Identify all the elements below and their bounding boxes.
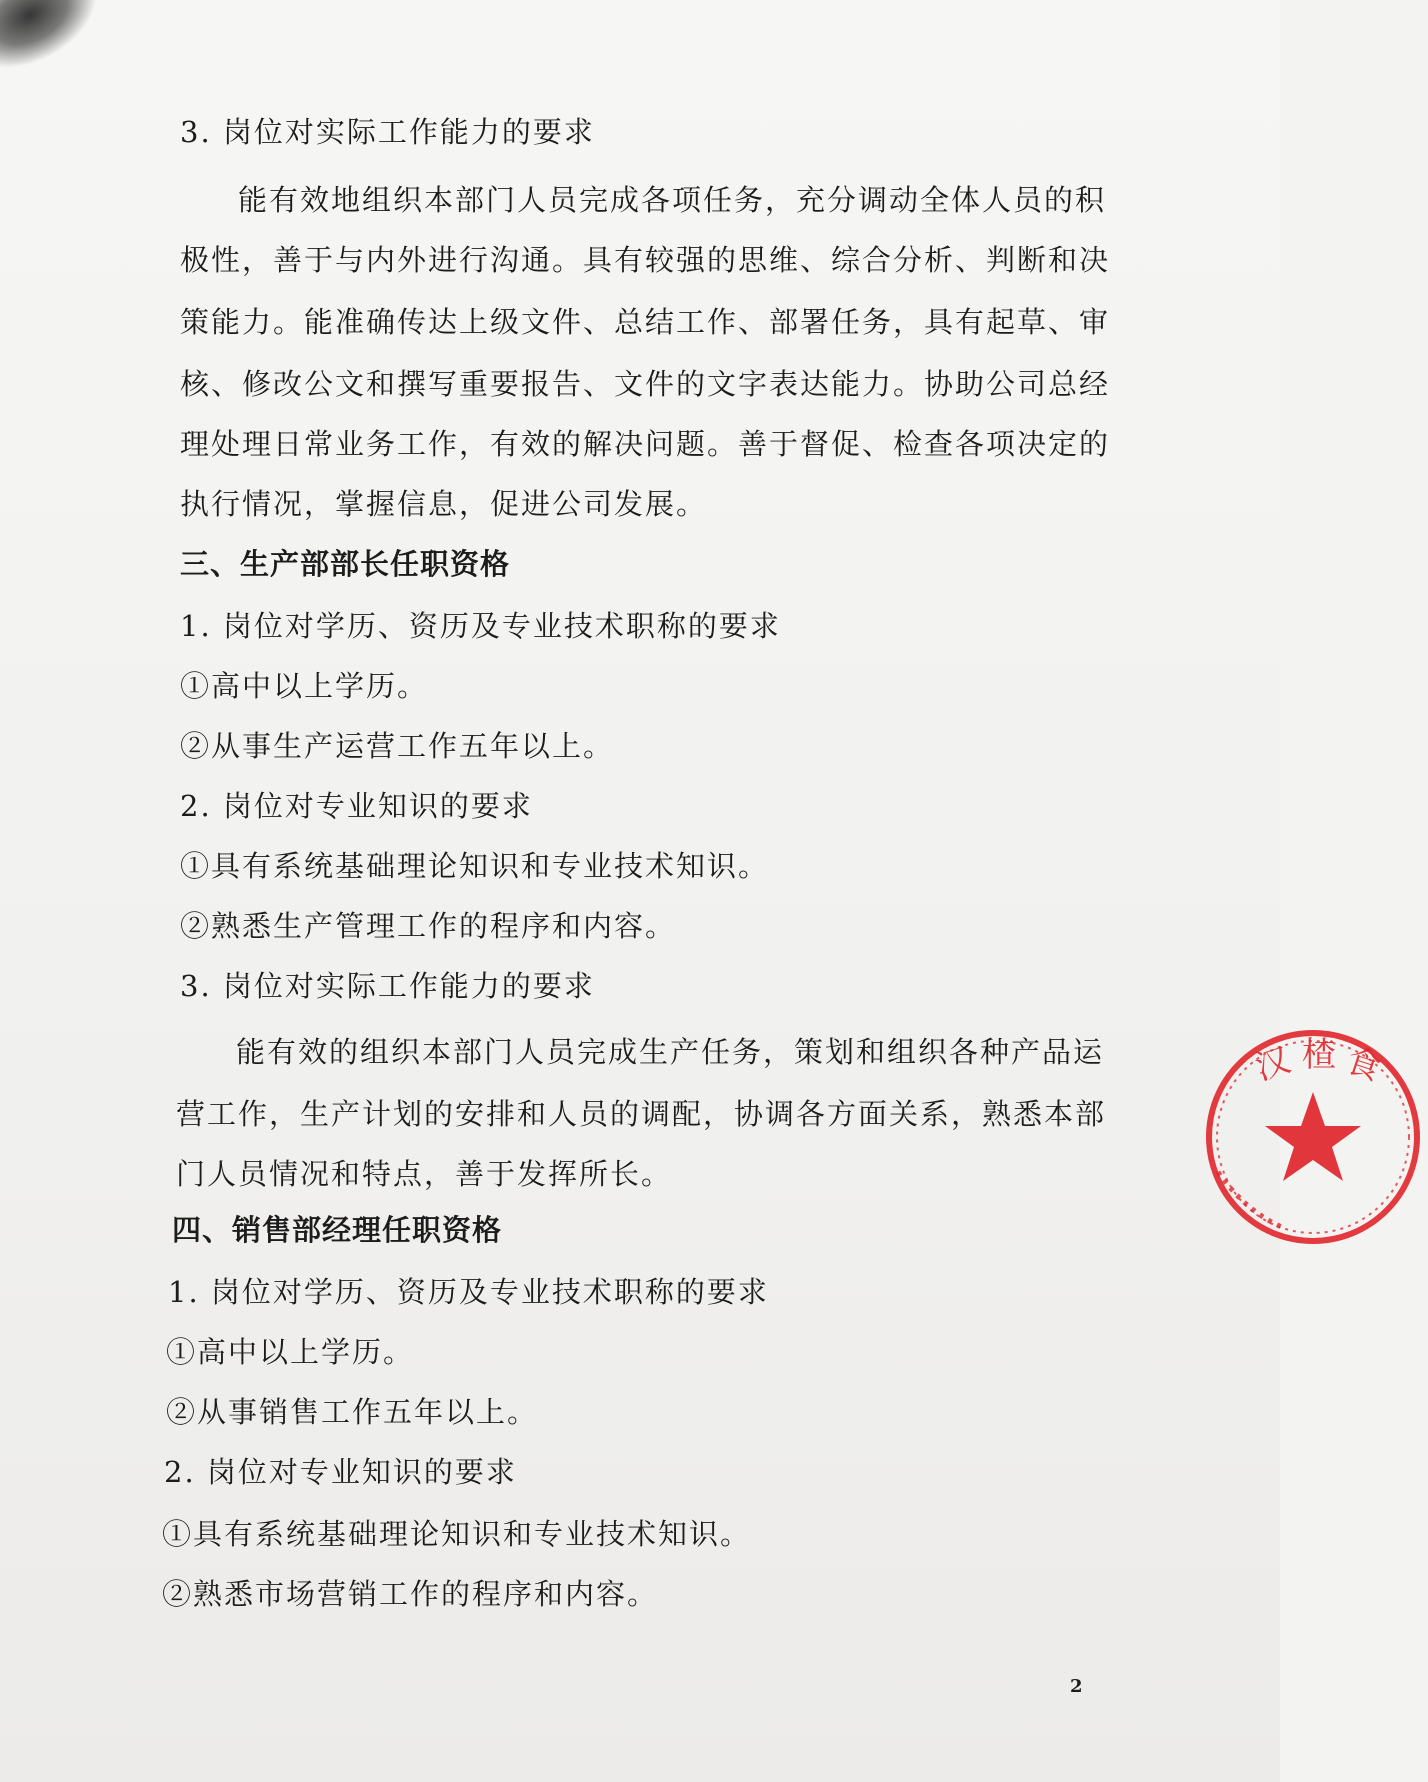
- list-item: ①高中以上学历。: [180, 669, 429, 703]
- svg-text:楂: 楂: [1302, 1035, 1336, 1075]
- body-text-line: 能有效地组织本部门人员完成各项任务，充分调动全体人员的积: [238, 183, 1107, 217]
- list-item: ①具有系统基础理论知识和专业技术知识。: [180, 849, 770, 883]
- body-text-line: 策能力。能准确传达上级文件、总结工作、部署任务，具有起草、审: [180, 305, 1111, 339]
- list-item: ①具有系统基础理论知识和专业技术知识。: [162, 1517, 752, 1551]
- company-seal-stamp: [1198, 1022, 1428, 1252]
- body-text-line: 执行情况，掌握信息，促进公司发展。: [180, 487, 708, 521]
- subsection-heading-education: 1. 岗位对学历、资历及专业技术职称的要求: [168, 1275, 769, 1309]
- subsection-heading-knowledge: 2. 岗位对专业知识的要求: [164, 1455, 517, 1489]
- body-text-line: 能有效的组织本部门人员完成生产任务，策划和组织各种产品运: [236, 1035, 1105, 1069]
- subsection-heading-education: 1. 岗位对学历、资历及专业技术职称的要求: [180, 609, 781, 643]
- page-number: 2: [1070, 1676, 1083, 1697]
- section-heading-production: 三、生产部部长任职资格: [180, 547, 511, 581]
- page-corner-shadow: [0, 0, 113, 88]
- subsection-heading-ability: 3. 岗位对实际工作能力的要求: [180, 969, 595, 1003]
- list-item: ②从事销售工作五年以上。: [166, 1395, 539, 1429]
- list-item: ①高中以上学历。: [166, 1335, 415, 1369]
- section-heading-sales: 四、销售部经理任职资格: [172, 1213, 503, 1247]
- subsection-heading-knowledge: 2. 岗位对专业知识的要求: [180, 789, 533, 823]
- body-text-line: 营工作，生产计划的安排和人员的调配，协调各方面关系，熟悉本部: [176, 1097, 1107, 1131]
- subsection-heading-ability: 3. 岗位对实际工作能力的要求: [180, 115, 595, 149]
- svg-text:食: 食: [1341, 1040, 1386, 1090]
- body-text-line: 极性，善于与内外进行沟通。具有较强的思维、综合分析、判断和决: [180, 243, 1111, 277]
- body-text-line: 理处理日常业务工作，有效的解决问题。善于督促、检查各项决定的: [180, 427, 1111, 461]
- svg-text:汉: 汉: [1250, 1040, 1296, 1089]
- list-item: ②熟悉市场营销工作的程序和内容。: [162, 1577, 659, 1611]
- list-item: ②熟悉生产管理工作的程序和内容。: [180, 909, 677, 943]
- list-item: ②从事生产运营工作五年以上。: [180, 729, 615, 763]
- body-text-line: 门人员情况和特点，善于发挥所长。: [176, 1157, 673, 1191]
- body-text-line: 核、修改公文和撰写重要报告、文件的文字表达能力。协助公司总经: [180, 367, 1111, 401]
